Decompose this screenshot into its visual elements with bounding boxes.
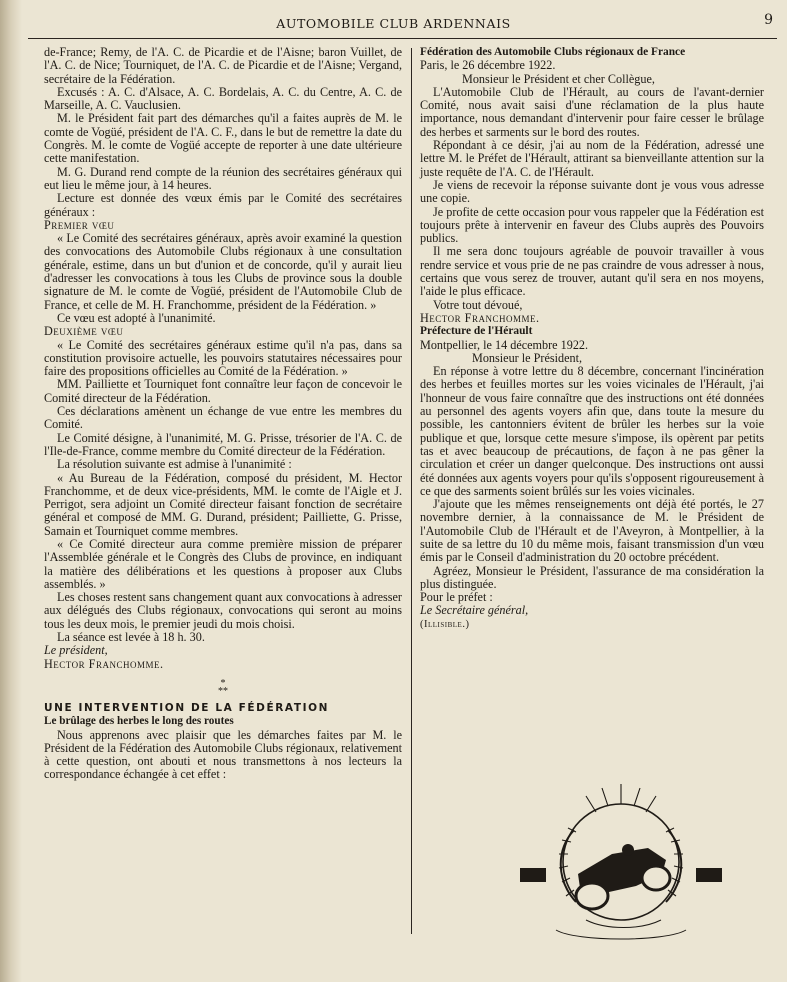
section-subtitle: Le brûlage des herbes le long des routes — [44, 715, 234, 728]
letter-salutation: Monsieur le Président, — [472, 350, 583, 365]
paragraph: La résolution suivante est admise à l'unanimité : — [57, 457, 292, 472]
paragraph: La séance est levée à 18 h. 30. — [57, 630, 205, 645]
closing-secretary: Le Secrétaire général, — [420, 603, 529, 618]
paragraph: Répondant à ce désir, j'ai au nom de la Fédération, adressé une lettre M. le Préfet de l'Hérault, attirant sa bienveillante attention sur la juste requête de l'A. C. de l'Hérault. — [420, 138, 764, 179]
asterisk-bottom: ** — [218, 685, 228, 697]
paragraph: Excusés : A. C. d'Alsace, A. C. Bordelais, A. C. du Centre, A. C. de Marseille, A. C. Vauclusien. — [44, 84, 402, 113]
racing-car-emblem-icon — [516, 770, 726, 956]
voeu-heading: Premier vœu — [44, 217, 115, 232]
prefecture-heading: Préfecture de l'Hérault — [420, 325, 533, 338]
signature-role: Le président, — [44, 643, 108, 658]
paragraph: Ce vœu est adopté à l'unanimité. — [57, 310, 216, 325]
letter-salutation: Monsieur le Président et cher Collègue, — [462, 71, 655, 86]
paragraph: M. G. Durand rend compte de la réunion des secrétaires généraux qui eut lieu le même jour, à 14 heures. — [44, 164, 402, 192]
paragraph: Agréez, Monsieur le Président, l'assurance de ma considération la plus distinguée. — [420, 563, 764, 591]
paragraph: « Au Bureau de la Fédération, composé du président, M. Hector Franchomme, et de deux vice-présidents, MM. le comte de l'Aigle et J. Perrigot, sera adjoint un Comité directeur faisant fonction de secrétaire général et composé de MM. G. Durand, président; Pailliette, G. Prisse, Samain et Tourniquet comme membres. — [44, 470, 402, 538]
right-column — [420, 46, 764, 631]
section-title: UNE INTERVENTION DE LA FÉDÉRATION — [44, 701, 330, 714]
signature-name: Hector Franchomme. — [44, 656, 164, 671]
paragraph: J'ajoute que les mêmes renseignements ont déjà été portés, le 27 novembre dernier, à la connaissance de M. le Président de l'Automobile Club de l'Hérault et de l'Aveyron, à Montpellier, à la suite de sa lettre du 10 du même mois, faisant transmission d'un vœu émis par le Conseil d'administration du 20 octobre précédent. — [420, 497, 764, 565]
letter-signer: Hector Franchomme. — [420, 310, 540, 325]
column-divider — [411, 48, 412, 934]
asterisk-top: * — [220, 677, 226, 689]
header-rule — [28, 38, 777, 39]
paragraph: L'Automobile Club de l'Hérault, au cours de l'avant-dernier Comité, nous avait saisi d'une réclamation de la plus haute importance, nous demandant d'intervenir pour faire cesser le brûlage des herbes et sarments sur le bord des routes. — [420, 84, 764, 139]
letter-date: Montpellier, le 14 décembre 1922. — [420, 337, 589, 352]
asterism — [44, 677, 402, 697]
running-title: AUTOMOBILE CLUB ARDENNAIS — [276, 16, 511, 31]
paragraph: MM. Pailliette et Tourniquet font connaître leur façon de concevoir le Comité directeur de la Fédération. — [44, 377, 402, 405]
paragraph: Votre tout dévoué, — [433, 297, 523, 312]
paragraph: Je profite de cette occasion pour vous rappeler que la Fédération est toujours prête à intervenir en faveur des Clubs auprès des Pouvoirs publics. — [420, 204, 764, 246]
paragraph: Lecture est donnée des vœux émis par le Comité des secrétaires généraux : — [44, 191, 402, 219]
left-column — [44, 46, 402, 782]
paragraph: « Ce Comité directeur aura comme première mission de préparer l'Assemblée générale et le Congrès des Clubs de province, en indiquant la matière des délibérations et les questions à proposer aux Clubs assemblés. » — [44, 536, 402, 591]
page-number: 9 — [764, 12, 773, 28]
paragraph: Je viens de recevoir la réponse suivante dont je vous vous adresse une copie. — [420, 177, 764, 206]
paragraph: « Le Comité des secrétaires généraux, après avoir examiné la question des convocations des Automobile Clubs régionaux à une consultation générale, estime, dans un but d'union et de concorde, qu'il y aurait lieu d'adresser les convocations à tous les Clubs de province sous la double signature de M. le comte de Vogüé, président de l'Automobile Club de France, et celle de M. H. Franchomme, président de la Fédération. » — [44, 231, 402, 312]
paragraph: Les choses restent sans changement quant aux convocations à adresser aux délégués des Clubs régionaux, convocations qui seront au moins tous les deux mois, le premier jeudi du mois choisi. — [44, 590, 402, 631]
paragraph: Le Comité désigne, à l'unanimité, M. G. Prisse, trésorier de l'A. C. de l'Ile-de-France, comme membre du Comité directeur de la Fédération. — [44, 430, 402, 458]
page-binding-shadow — [0, 0, 22, 982]
closing-illegible: (Illisible.) — [420, 618, 470, 630]
paragraph: Il me sera donc toujours agréable de pouvoir travailler à vous rendre service et vous prie de ne pas craindre de vous adresser à nous, certains que vous serez de trouver, autant qu'il sera en nos moyens, l'aide le plus efficace. — [420, 244, 764, 299]
voeu-heading: Deuxième vœu — [44, 324, 124, 339]
page-header — [0, 6, 787, 32]
paragraph: M. le Président fait part des démarches qu'il a faites auprès de M. le comte de Vogüé, président de l'A. C. F., dans le but de remettre la date du Congrès. M. le comte de Vogüé accepte de reporter à une date ultérieure cette manifestation. — [44, 111, 402, 166]
paragraph: En réponse à votre lettre du 8 décembre, concernant l'incinération des herbes et feuilles mortes sur les voies vicinales de l'Hérault, j'ai l'honneur de vous faire connaître que des instructions ont été données au personnel des agents voyers afin que, dans toute la mesure du possible, les cantonniers évitent de brûler les herbes sur la voie publique et que, lorsque cette mesure s'impose, ils opèrent par petits tas et avec beaucoup de précautions, de façon à ne pas gêner la circulation et créer un danger quelconque. Des instructions ont aussi été données aux agents voyers pour qu'ils s'opposent rigoureusement à ce que des sarments soient brûlés sur les voies vicinales. — [420, 364, 764, 498]
closing-pour: Pour le préfet : — [420, 590, 493, 605]
paragraph: Nous apprenons avec plaisir que les démarches faites par M. le Président de la Fédération des Automobile Clubs régionaux, relativement à cette question, ont abouti et nous transmettons à nos lecteurs la correspondance échangée à cet effet : — [44, 727, 402, 782]
paragraph: de-France; Remy, de l'A. C. de Picardie et de l'Aisne; baron Vuillet, de l'A. C. de Nice; Tourniquet, de l'A. C. de Picardie et de l'Aisne; Vergand, secrétaire de la Fédération. — [44, 45, 402, 86]
paragraph: Ces déclarations amènent un échange de vue entre les membres du Comité. — [44, 404, 402, 432]
letter-date: Paris, le 26 décembre 1922. — [420, 58, 556, 73]
paragraph: « Le Comité des secrétaires généraux estime qu'il n'a pas, dans sa constitution provisoire actuelle, les pouvoirs statutaires nécessaires pour faire des propositions officielles au Comité de la Fédération. » — [44, 337, 402, 379]
federation-letter-heading: Fédération des Automobile Clubs régionaux de France — [420, 46, 686, 58]
